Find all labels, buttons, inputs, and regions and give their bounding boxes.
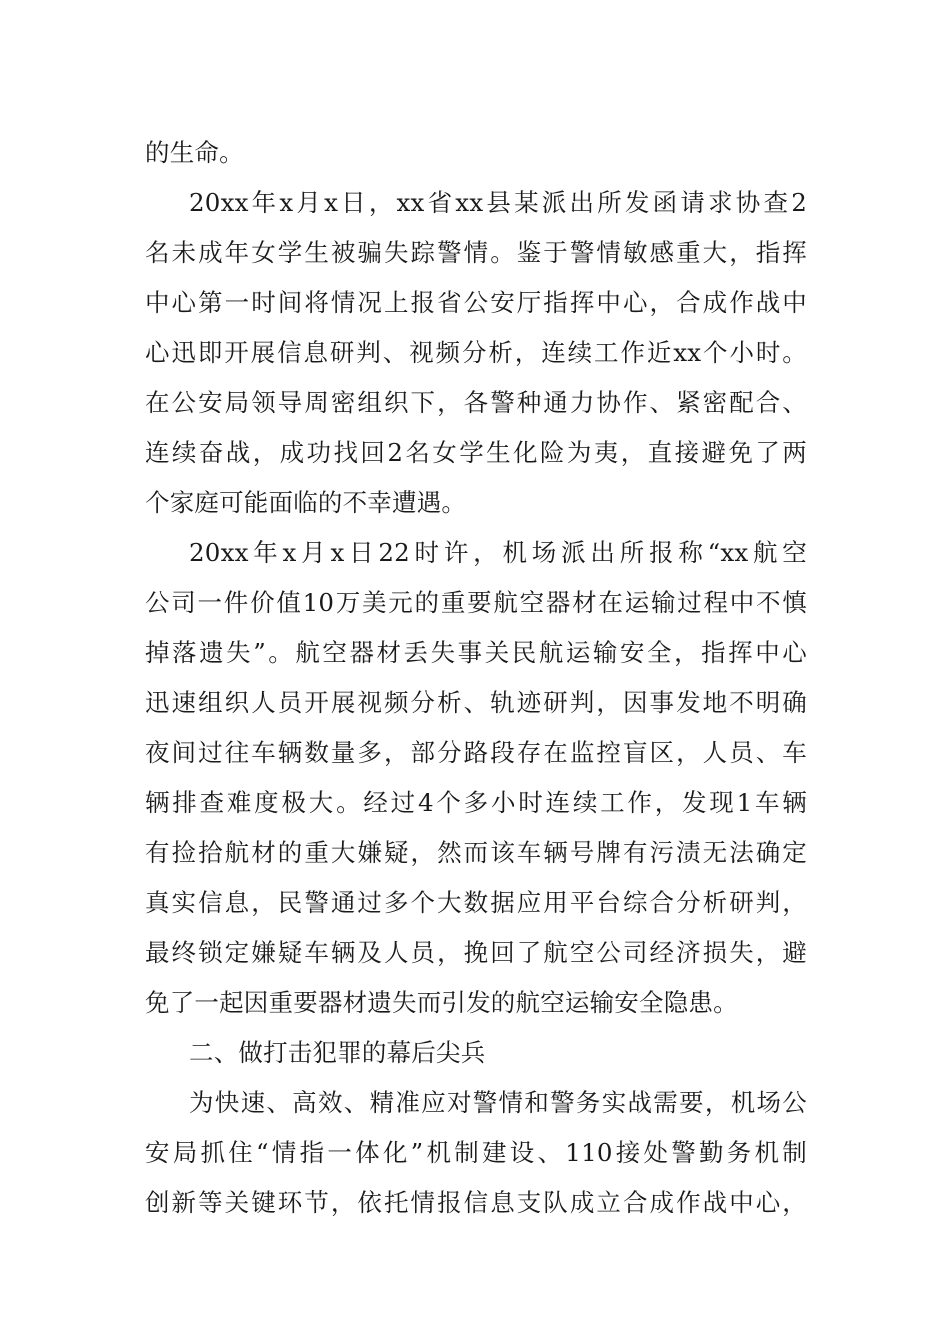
text-line: 中心第一时间将情况上报省公安厅指挥中心，合成作战中 — [145, 288, 807, 317]
document-page — [145, 128, 807, 1228]
text-line: 夜间过往车辆数量多，部分路段存在监控盲区，人员、车 — [145, 738, 807, 767]
text-line: 免了一起因重要器材遗失而引发的航空运输安全隐患。 — [145, 988, 738, 1017]
text-line: 有捡拾航材的重大嫌疑，然而该车辆号牌有污渍无法确定 — [145, 838, 807, 867]
text-line: 创新等关键环节，依托情报信息支队成立合成作战中心， — [145, 1188, 807, 1217]
text-line: 个家庭可能面临的不幸遭遇。 — [145, 488, 467, 517]
text-line: 安局抓住“情指一体化”机制建设、110接处警勤务机制 — [145, 1138, 807, 1167]
text-line: 20xx年x月x日22时许，机场派出所报称“xx航空 — [189, 538, 807, 567]
section-heading: 二、做打击犯罪的幕后尖兵 — [189, 1038, 486, 1067]
text-line: 20xx年x月x日，xx省xx县某派出所发函请求协查2 — [189, 188, 807, 217]
text-line: 心迅即开展信息研判、视频分析，连续工作近xx个小时。 — [145, 338, 807, 367]
text-line: 真实信息，民警通过多个大数据应用平台综合分析研判， — [145, 888, 807, 917]
text-line: 辆排查难度极大。经过4个多小时连续工作，发现1车辆 — [145, 788, 807, 817]
text-line: 在公安局领导周密组织下，各警种通力协作、紧密配合、 — [145, 388, 807, 417]
text-line: 最终锁定嫌疑车辆及人员，挽回了航空公司经济损失，避 — [145, 938, 807, 967]
text-line: 名未成年女学生被骗失踪警情。鉴于警情敏感重大，指挥 — [145, 238, 807, 267]
text-line: 迅速组织人员开展视频分析、轨迹研判，因事发地不明确 — [145, 688, 807, 717]
text-line: 连续奋战，成功找回2名女学生化险为夷，直接避免了两 — [145, 438, 807, 467]
text-line: 为快速、高效、精准应对警情和警务实战需要，机场公 — [189, 1088, 807, 1117]
text-line: 公司一件价值10万美元的重要航空器材在运输过程中不慎 — [145, 588, 807, 617]
text-line: 掉落遗失”。航空器材丢失事关民航运输安全，指挥中心 — [145, 638, 807, 667]
text-line: 的生命。 — [145, 138, 244, 167]
